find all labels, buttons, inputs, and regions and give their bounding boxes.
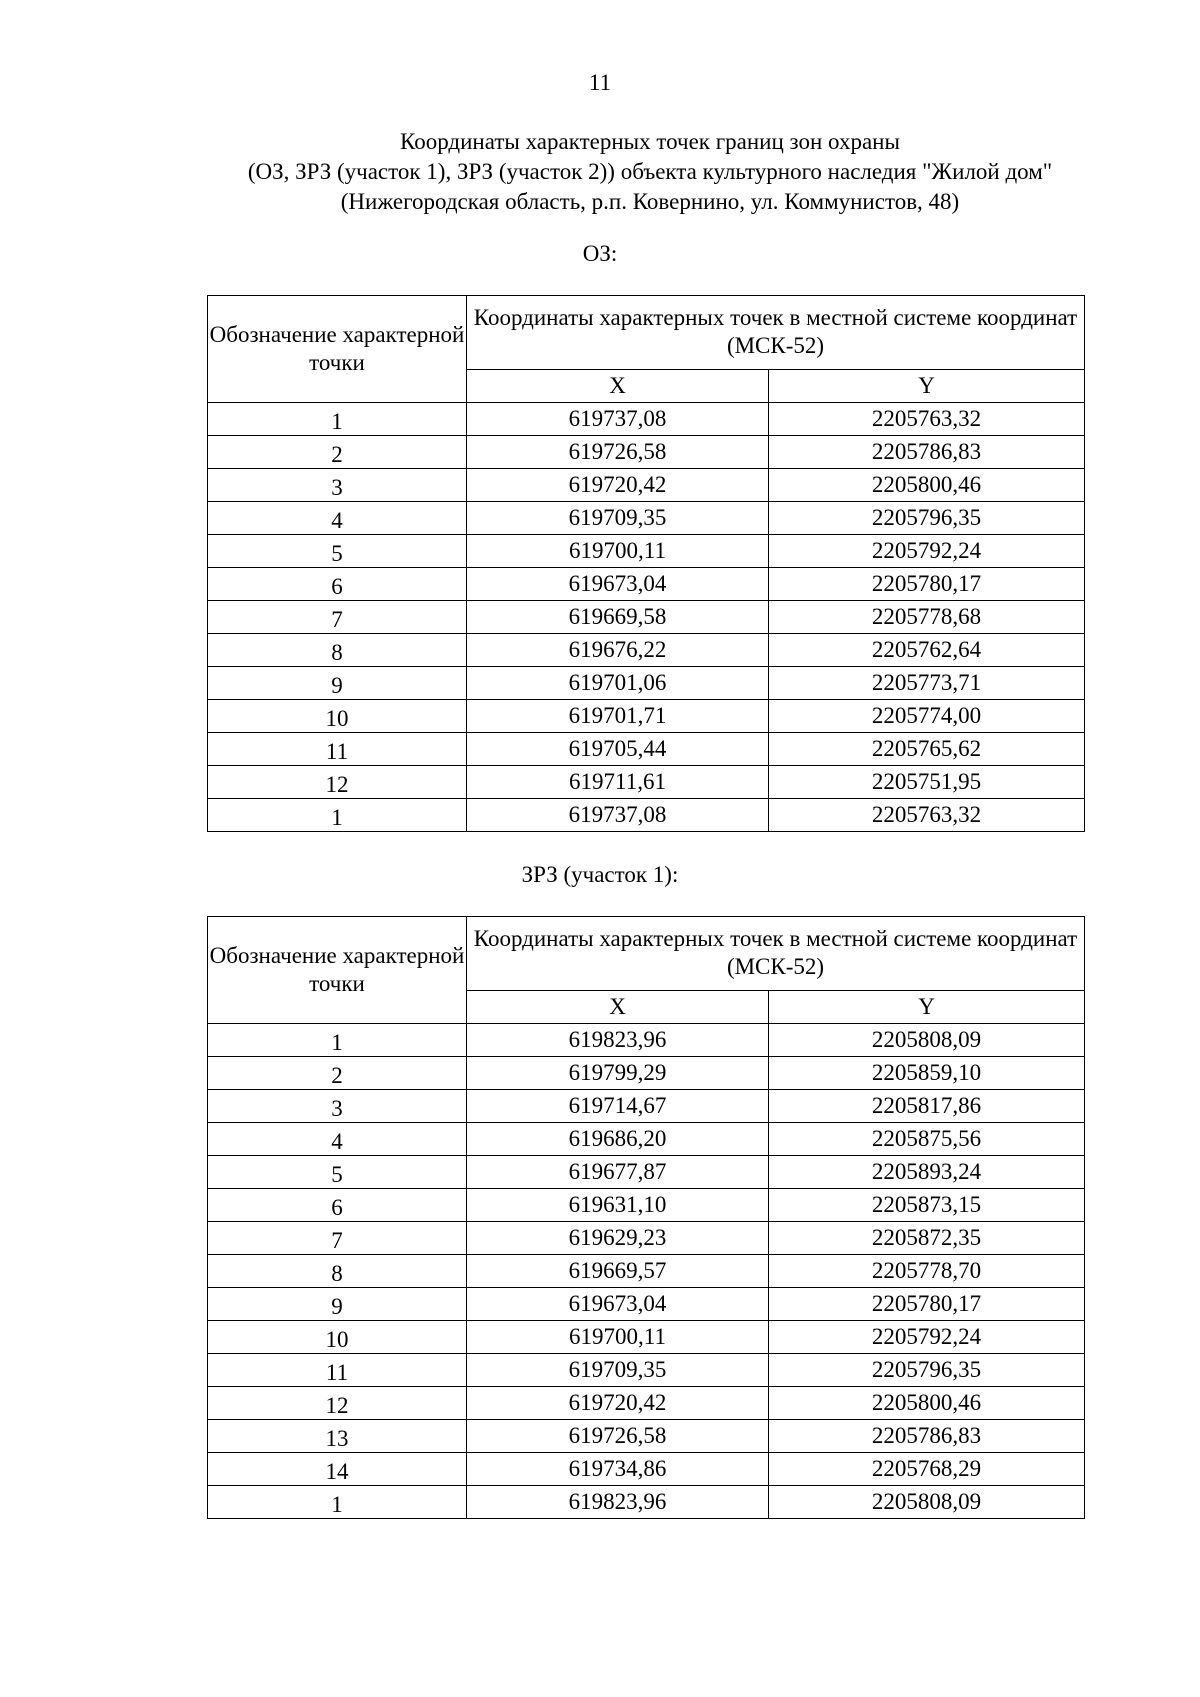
table-row bbox=[208, 799, 1085, 832]
x-cell: 619726,58 bbox=[467, 1420, 769, 1453]
point-cell: 6 bbox=[208, 1189, 467, 1222]
y-cell: 2205893,24 bbox=[769, 1156, 1085, 1189]
y-cell: 2205875,56 bbox=[769, 1123, 1085, 1156]
point-cell: 11 bbox=[208, 1354, 467, 1387]
point-cell: 2 bbox=[208, 436, 467, 469]
point-cell: 3 bbox=[208, 469, 467, 502]
title-line-2: (ОЗ, ЗРЗ (участок 1), ЗРЗ (участок 2)) объекта культурного наследия "Жилой дом" bbox=[247, 159, 1053, 184]
x-cell: 619823,96 bbox=[467, 1486, 769, 1519]
point-cell: 9 bbox=[208, 1288, 467, 1321]
header-y: Y bbox=[769, 369, 1085, 402]
y-cell: 2205792,24 bbox=[769, 535, 1085, 568]
x-cell: 619686,20 bbox=[467, 1123, 769, 1156]
table-row bbox=[208, 1288, 1085, 1321]
x-cell: 619720,42 bbox=[467, 469, 769, 502]
table-row bbox=[208, 1321, 1085, 1354]
x-cell: 619709,35 bbox=[467, 1354, 769, 1387]
point-cell: 1 bbox=[208, 403, 467, 436]
point-cell: 7 bbox=[208, 601, 467, 634]
y-cell: 2205763,32 bbox=[769, 403, 1085, 436]
point-cell: 8 bbox=[208, 634, 467, 667]
x-cell: 619737,08 bbox=[467, 403, 769, 436]
y-cell: 2205808,09 bbox=[769, 1486, 1085, 1519]
x-cell: 619669,58 bbox=[467, 601, 769, 634]
table-row bbox=[208, 601, 1085, 634]
point-cell: 11 bbox=[208, 733, 467, 766]
y-cell: 2205768,29 bbox=[769, 1453, 1085, 1486]
y-cell: 2205786,83 bbox=[769, 1420, 1085, 1453]
section-title-oz: ОЗ: bbox=[582, 241, 618, 266]
point-cell: 12 bbox=[208, 766, 467, 799]
y-cell: 2205873,15 bbox=[769, 1189, 1085, 1222]
point-cell: 12 bbox=[208, 1387, 467, 1420]
table-body bbox=[208, 1024, 1085, 1519]
point-cell: 7 bbox=[208, 1222, 467, 1255]
title-line-1: Координаты характерных точек границ зон охраны bbox=[400, 129, 900, 154]
y-cell: 2205773,71 bbox=[769, 667, 1085, 700]
point-cell: 1 bbox=[208, 1024, 467, 1057]
table-row bbox=[208, 1255, 1085, 1288]
y-cell: 2205780,17 bbox=[769, 1288, 1085, 1321]
table-body bbox=[208, 403, 1085, 832]
point-cell: 3 bbox=[208, 1090, 467, 1123]
page-number: 11 bbox=[588, 70, 612, 95]
header-x: X bbox=[467, 990, 769, 1023]
y-cell: 2205778,68 bbox=[769, 601, 1085, 634]
x-cell: 619629,23 bbox=[467, 1222, 769, 1255]
table-row bbox=[208, 667, 1085, 700]
point-cell: 8 bbox=[208, 1255, 467, 1288]
section-title-zrz-1: ЗРЗ (участок 1): bbox=[521, 862, 679, 887]
table-row bbox=[208, 1354, 1085, 1387]
point-cell: 4 bbox=[208, 1123, 467, 1156]
x-cell: 619701,06 bbox=[467, 667, 769, 700]
table-row bbox=[208, 1453, 1085, 1486]
x-cell: 619720,42 bbox=[467, 1387, 769, 1420]
table-row bbox=[208, 502, 1085, 535]
point-cell: 6 bbox=[208, 568, 467, 601]
x-cell: 619734,86 bbox=[467, 1453, 769, 1486]
point-cell: 1 bbox=[208, 799, 467, 832]
x-cell: 619701,71 bbox=[467, 700, 769, 733]
table-row bbox=[208, 1123, 1085, 1156]
point-cell: 9 bbox=[208, 667, 467, 700]
y-cell: 2205786,83 bbox=[769, 436, 1085, 469]
x-cell: 619711,61 bbox=[467, 766, 769, 799]
point-cell: 10 bbox=[208, 1321, 467, 1354]
x-cell: 619673,04 bbox=[467, 568, 769, 601]
x-cell: 619709,35 bbox=[467, 502, 769, 535]
table-row bbox=[208, 1387, 1085, 1420]
table-row bbox=[208, 700, 1085, 733]
table-row bbox=[208, 535, 1085, 568]
table-row bbox=[208, 766, 1085, 799]
x-cell: 619669,57 bbox=[467, 1255, 769, 1288]
x-cell: 619799,29 bbox=[467, 1057, 769, 1090]
y-cell: 2205792,24 bbox=[769, 1321, 1085, 1354]
point-cell: 10 bbox=[208, 700, 467, 733]
header-point-designation: Обозначение характерной точки bbox=[208, 917, 467, 1024]
y-cell: 2205800,46 bbox=[769, 469, 1085, 502]
table-row bbox=[208, 1420, 1085, 1453]
y-cell: 2205751,95 bbox=[769, 766, 1085, 799]
x-cell: 619676,22 bbox=[467, 634, 769, 667]
table-row bbox=[208, 469, 1085, 502]
y-cell: 2205763,32 bbox=[769, 799, 1085, 832]
x-cell: 619737,08 bbox=[467, 799, 769, 832]
table-row bbox=[208, 1222, 1085, 1255]
header-coordinates: Координаты характерных точек в местной системе координат (МСК-52) bbox=[467, 917, 1085, 991]
y-cell: 2205765,62 bbox=[769, 733, 1085, 766]
table-row bbox=[208, 1090, 1085, 1123]
y-cell: 2205800,46 bbox=[769, 1387, 1085, 1420]
x-cell: 619714,67 bbox=[467, 1090, 769, 1123]
x-cell: 619631,10 bbox=[467, 1189, 769, 1222]
coordinates-table-zrz-1 bbox=[207, 916, 1085, 1519]
point-cell: 5 bbox=[208, 1156, 467, 1189]
document-title bbox=[150, 127, 1150, 217]
x-cell: 619700,11 bbox=[467, 535, 769, 568]
x-cell: 619726,58 bbox=[467, 436, 769, 469]
table-row bbox=[208, 634, 1085, 667]
x-cell: 619673,04 bbox=[467, 1288, 769, 1321]
y-cell: 2205808,09 bbox=[769, 1024, 1085, 1057]
y-cell: 2205796,35 bbox=[769, 502, 1085, 535]
y-cell: 2205762,64 bbox=[769, 634, 1085, 667]
table-row bbox=[208, 733, 1085, 766]
header-point-designation: Обозначение характерной точки bbox=[208, 296, 467, 403]
header-y: Y bbox=[769, 990, 1085, 1023]
point-cell: 13 bbox=[208, 1420, 467, 1453]
y-cell: 2205780,17 bbox=[769, 568, 1085, 601]
table-row bbox=[208, 1156, 1085, 1189]
table-row bbox=[208, 1024, 1085, 1057]
table-row bbox=[208, 1057, 1085, 1090]
table-row bbox=[208, 568, 1085, 601]
point-cell: 1 bbox=[208, 1486, 467, 1519]
x-cell: 619823,96 bbox=[467, 1024, 769, 1057]
y-cell: 2205872,35 bbox=[769, 1222, 1085, 1255]
table-row bbox=[208, 436, 1085, 469]
title-line-3: (Нижегородская область, р.п. Ковернино, ул. Коммунистов, 48) bbox=[340, 189, 960, 214]
point-cell: 4 bbox=[208, 502, 467, 535]
y-cell: 2205778,70 bbox=[769, 1255, 1085, 1288]
y-cell: 2205796,35 bbox=[769, 1354, 1085, 1387]
x-cell: 619677,87 bbox=[467, 1156, 769, 1189]
header-x: X bbox=[467, 369, 769, 402]
table-row bbox=[208, 1486, 1085, 1519]
table-row bbox=[208, 1189, 1085, 1222]
y-cell: 2205774,00 bbox=[769, 700, 1085, 733]
point-cell: 14 bbox=[208, 1453, 467, 1486]
point-cell: 5 bbox=[208, 535, 467, 568]
x-cell: 619700,11 bbox=[467, 1321, 769, 1354]
header-coordinates: Координаты характерных точек в местной системе координат (МСК-52) bbox=[467, 296, 1085, 370]
table-row bbox=[208, 403, 1085, 436]
coordinates-table-oz bbox=[207, 295, 1085, 832]
point-cell: 2 bbox=[208, 1057, 467, 1090]
y-cell: 2205817,86 bbox=[769, 1090, 1085, 1123]
x-cell: 619705,44 bbox=[467, 733, 769, 766]
y-cell: 2205859,10 bbox=[769, 1057, 1085, 1090]
